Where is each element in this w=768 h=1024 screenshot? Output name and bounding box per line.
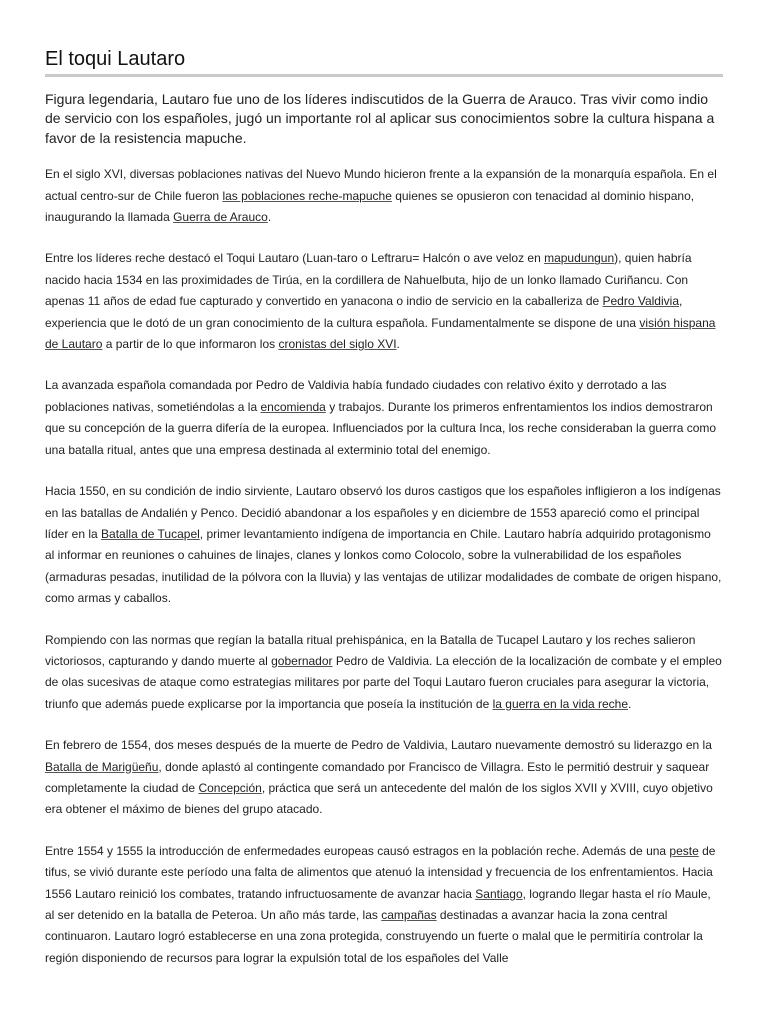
paragraph-5: [45, 630, 723, 716]
article: [45, 46, 723, 969]
link-gobernador[interactable]: gobernador: [271, 653, 333, 668]
link-mapudungun[interactable]: mapudungun: [544, 251, 615, 266]
text: , donde aplastó al contingente comandado por Francisco de Villagra. Esto le permitió destruir y saquear completamente la ciudad de: [45, 759, 710, 795]
link-batalla-de-mariguenu[interactable]: Batalla de Marigüeñu: [45, 759, 159, 774]
paragraph-3: [45, 375, 723, 461]
paragraph-4: [45, 481, 723, 609]
text: , experiencia que le dotó de un gran conocimiento de la cultura española. Fundamentalmente se dispone de una: [45, 294, 683, 330]
link-peste[interactable]: peste: [669, 843, 699, 858]
text: , primer levantamiento indígena de importancia en Chile. Lautaro habría adquirido protagonismo al informar en reuniones o cahuines de linajes, clanes y lonkos como Colocolo, sobre la vulnerabilidad de los españoles (armaduras pesadas, inutilidad de la pólvora con la lluvia) y las ventajas de utilizar modalidades de combate de origen hispano, como armas y caballos.: [45, 526, 722, 606]
link-guerra-de-arauco[interactable]: Guerra de Arauco: [173, 210, 268, 225]
paragraph-6: [45, 735, 723, 821]
link-cronistas-del-siglo-xvi[interactable]: cronistas del siglo XVI: [278, 337, 397, 352]
text: Hacia 1550, en su condición de indio sirviente, Lautaro observó los duros castigos que los españoles infligieron a los indígenas en las batallas de Andalién y Penco. Decidió abandonar a los españoles y en diciembre de 1553 apareció como el principal líder en la: [45, 484, 721, 541]
text: de tifus, se vivió durante este período una falta de alimentos que atenuó la intensidad y frecuencia de los enfrentamientos. Hacia 1556 Lautaro reinició los combates, tratando infructuosamente de avanzar hacia: [45, 843, 716, 901]
paragraph-7: [45, 841, 723, 969]
link-pedro-valdivia[interactable]: Pedro Valdivia: [602, 294, 679, 309]
text: Rompiendo con las normas que regían la batalla ritual prehispánica, en la Batalla de Tucapel Lautaro y los reches salieron victoriosos, capturando y dando muerte al: [45, 632, 696, 668]
text: En el siglo XVI, diversas poblaciones nativas del Nuevo Mundo hicieron frente a la expansión de la monarquía española. En el actual centro-sur de Chile fueron: [45, 167, 717, 203]
intro-paragraph: Figura legendaria, Lautaro fue uno de los líderes indiscutidos de la Guerra de Arauco. Tras vivir como indio de servicio con los españoles, jugó un importante rol al aplicar sus conocimientos sobre la cultura hispana a favor de la resistencia mapuche.: [45, 91, 715, 146]
text: a partir de lo que informaron los: [102, 337, 279, 352]
page-title: El toqui Lautaro: [45, 46, 723, 77]
text: , práctica que será un antecedente del malón de los siglos XVII y XVIII, cuyo objetivo era obtener el máximo de bienes del grupo atacado.: [45, 780, 713, 817]
link-encomienda[interactable]: encomienda: [260, 399, 326, 414]
link-campanas[interactable]: campañas: [381, 908, 437, 922]
text: .: [628, 696, 632, 711]
text: En febrero de 1554, dos meses después de la muerte de Pedro de Valdivia, Lautaro nuevamente demostró su liderazgo en la: [45, 738, 712, 753]
text: La avanzada española comandada por Pedro de Valdivia había fundado ciudades con relativo éxito y derrotado a las poblaciones nativas, sometiéndolas a la: [45, 378, 667, 414]
link-batalla-de-tucapel[interactable]: Batalla de Tucapel: [101, 526, 200, 541]
paragraph-2: [45, 248, 723, 355]
text: Entre los líderes reche destacó el Toqui Lautaro (Luan-taro o Leftraru= Halcón o ave veloz en: [45, 251, 545, 266]
link-concepcion[interactable]: Concepción: [198, 780, 262, 795]
text: Pedro de Valdivia. La elección de la localización de combate y el empleo de olas sucesivas de ataque como estrategias militares por parte del Toqui Lautaro fueron cruciales para asegurar la victoria, triunfo que además puede explicarse por la importancia que poseía la institución de: [45, 653, 722, 711]
text: destinadas a avanzar hacia la zona central continuaron. Lautaro logró establecerse en una zona protegida, construyendo un fuerte o malal que le permitiría controlar la región disponiendo de recursos para lograr la expulsión total de los españoles del Valle: [45, 908, 703, 965]
link-vision-hispana-de-lautaro[interactable]: visión hispana de Lautaro: [45, 315, 716, 352]
link-poblaciones-reche-mapuche[interactable]: las poblaciones reche-mapuche: [222, 188, 392, 203]
paragraph-1: [45, 164, 723, 228]
link-santiago[interactable]: Santiago: [475, 886, 523, 901]
text: , logrando llegar hasta el río Maule, al ser detenido en la batalla de Peteroa. Un año más tarde, las: [45, 886, 711, 922]
text: .: [396, 337, 400, 352]
text: Entre 1554 y 1555 la introducción de enfermedades europeas causó estragos en la población reche. Además de una: [45, 843, 670, 858]
text: ), quien habría nacido hacia 1534 en las proximidades de Tirúa, en la cordillera de Nahuelbuta, hijo de un lonko llamado Curiñancu. Con apenas 11 años de edad fue capturado y convertido en yanacona o indio de servicio en la caballeriza de: [45, 251, 692, 309]
text: .: [267, 210, 272, 225]
text: y trabajos. Durante los primeros enfrentamientos los indios demostraron que su concepción de la guerra difería de la europea. Influenciados por la cultura Inca, los reche consideraban la guerra como una batalla ritual, antes que una empresa destinada al exterminio total del enemigo.: [45, 399, 717, 457]
link-la-guerra-en-la-vida-reche[interactable]: la guerra en la vida reche: [492, 696, 629, 711]
text: quienes se opusieron con tenacidad al dominio hispano, inaugurando la llamada: [45, 188, 695, 225]
